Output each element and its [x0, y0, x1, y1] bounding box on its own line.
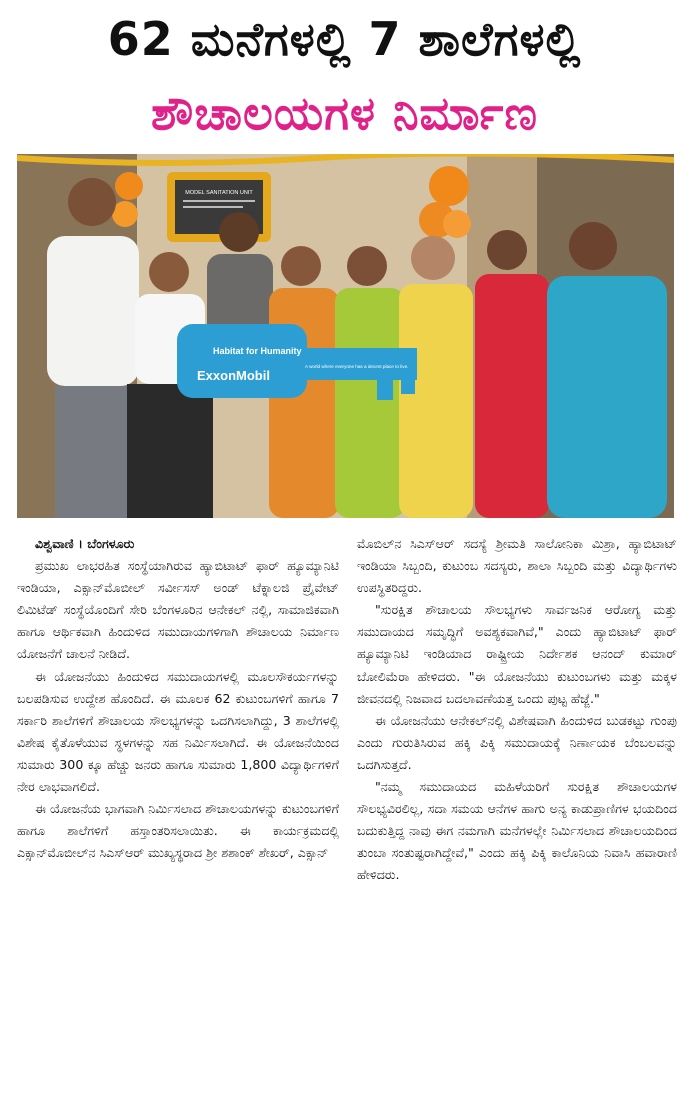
paragraph: ಪ್ರಮುಖ ಲಾಭರಹಿತ ಸಂಸ್ಥೆಯಾಗಿರುವ ಹ್ಯಾಬಿಟಾಟ್ ಫಾರ್ ಹ್ಯೂಮ್ಯಾನಿಟಿ ಇಂಡಿಯಾ, ಎಕ್ಸಾನ್‌ಮೊಬೀಲ್ ಸರ್ವೀಸಸ್ ಅಂಡ್ ಟೆಕ್ನಾಲಜಿ ಪ್ರೈವೇಟ್ ಲಿಮಿಟೆಡ್ ಸಂಸ್ಥೆಯೊಂದಿಗೆ ಸೇರಿ ಬೆಂಗಳೂರಿನ ಆನೇಕಲ್ ನಲ್ಲಿ, ಸಾಮಾಜಿಕವಾಗಿ ಹಾಗೂ ಆರ್ಥಿಕವಾಗಿ ಹಿಂದುಳಿದ ಸಮುದಾಯಗಳಿಗಾಗಿ ಶೌಚಾಲಯ ನಿರ್ಮಾಣ ಯೋಜನೆಗೆ ಚಾಲನೆ ನೀಡಿದೆ.	[17, 558, 339, 662]
dateline: ವಿಶ್ವವಾಣಿ । ಬೆಂಗಳೂರು	[35, 536, 135, 551]
balloon-icon	[115, 172, 143, 200]
key-brand-habitat: Habitat for Humanity	[213, 346, 302, 356]
balloon-icon	[429, 166, 469, 206]
article-column-right	[357, 533, 677, 887]
article-column-left	[17, 533, 339, 864]
article-body	[0, 533, 689, 1109]
paragraph: ಈ ಯೋಜನೆಯ ಭಾಗವಾಗಿ ನಿರ್ಮಿಸಲಾದ ಶೌಚಾಲಯಗಳನ್ನು ಕುಟುಂಬಗಳಿಗೆ ಹಾಗೂ ಶಾಲೆಗಳಿಗೆ ಹಸ್ತಾಂತರಿಸಲಾಯಿತು. ಈ ಕಾರ್ಯಕ್ರಮದಲ್ಲಿ ಎಕ್ಸಾನ್‌ಮೊಬೀಲ್‌ನ ಸಿಎಸ್‌ಆರ್ ಮುಖ್ಯಸ್ಥರಾದ ಶ್ರೀ ಶಶಾಂಕ್ ಶೇಖರ್, ಎಕ್ಸಾನ್	[17, 801, 339, 861]
key-tagline: A world where everyone has a decent place to live.	[305, 364, 409, 369]
paragraph: ಈ ಯೋಜನೆಯು ಆನೇಕಲ್‌ನಲ್ಲಿ ವಿಶೇಷವಾಗಿ ಹಿಂದುಳಿದ ಬುಡಕಟ್ಟು ಗುಂಪು ಎಂದು ಗುರುತಿಸಿರುವ ಹಕ್ಕಿ ಪಿಕ್ಕಿ ಸಮುದಾಯಕ್ಕೆ ನಿರ್ಣಾಯಕ ಬೆಂಬಲವನ್ನು ಒದಗಿಸುತ್ತದೆ.	[357, 712, 677, 772]
key-brand-exxonmobil: ExxonMobil	[197, 368, 270, 383]
headline-line-2: ಶೌಚಾಲಯಗಳ ನಿರ್ಮಾಣ	[151, 86, 538, 140]
paragraph: ಈ ಯೋಜನೆಯು ಹಿಂದುಳಿದ ಸಮುದಾಯಗಳಲ್ಲಿ ಮೂಲಸೌಕರ್ಯಗಳನ್ನು ಬಲಪಡಿಸುವ ಉದ್ದೇಶ ಹೊಂದಿದೆ. ಈ ಮೂಲಕ 62 ಕುಟುಂಬಗಳಿಗೆ ಹಾಗೂ 7 ಸರ್ಕಾರಿ ಶಾಲೆಗಳಿಗೆ ಶೌಚಾಲಯ ಸೌಲಭ್ಯಗಳನ್ನು ಒದಗಿಸಲಾಗಿದ್ದು, 3 ಶಾಲೆಗಳಲ್ಲಿ ವಿಶೇಷ ಕೈತೊಳೆಯುವ ಸ್ಥಳಗಳನ್ನು ಸಹ ನಿರ್ಮಿಸಲಾಗಿದೆ. ಈ ಯೋಜನೆಯಿಂದ ಸುಮಾರು 300 ಕ್ಕೂ ಹೆಚ್ಚು ಜನರು ಹಾಗೂ ಸುಮಾರು 1,800 ವಿದ್ಯಾರ್ಥಿಗಳಿಗೆ ನೇರ ಲಾಭವಾಗಲಿದೆ.	[17, 668, 339, 795]
news-photo	[17, 154, 674, 518]
paragraph: "ನಮ್ಮ ಸಮುದಾಯದ ಮಹಿಳೆಯರಿಗೆ ಸುರಕ್ಷಿತ ಶೌಚಾಲಯಗಳ ಸೌಲಭ್ಯವಿರಲಿಲ್ಲ, ಸದಾ ಸಮಯ ಆನೆಗಳ ಹಾಗು ಅನ್ಯ ಕಾಡುಪ್ರಾಣಿಗಳ ಭಯದಿಂದ ಬದುಕುತ್ತಿದ್ದ ನಾವು ಈಗ ನಮಗಾಗಿ ಮನೆಗಳಲ್ಲೇ ನಿರ್ಮಿಸಲಾದ ಶೌಚಾಲಯದಿಂದ ತುಂಬಾ ಸಂತುಷ್ಟರಾಗಿದ್ದೇವೆ," ಎಂದು ಹಕ್ಕಿ ಪಿಕ್ಕಿ ಕಾಲೊನಿಯ ನಿವಾಸಿ ಹವಾರಾಣಿ ಹೇಳಿದರು.	[357, 779, 677, 883]
poster-title: MODEL SANITATION UNIT	[185, 190, 253, 196]
paragraph: "ಸುರಕ್ಷಿತ ಶೌಚಾಲಯ ಸೌಲಭ್ಯಗಳು ಸಾರ್ವಜನಿಕ ಆರೋಗ್ಯ ಮತ್ತು ಸಮುದಾಯದ ಸಮೃದ್ಧಿಗೆ ಅವಶ್ಯಕವಾಗಿವೆ," ಎಂದು ಹ್ಯಾಬಿಟಾಟ್ ಫಾರ್ ಹ್ಯೂಮ್ಯಾನಿಟಿ ಇಂಡಿಯಾದ ರಾಷ್ಟ್ರೀಯ ನಿರ್ದೇಶಕ ಆನಂದ್ ಕುಮಾರ್ ಬೋಲಿಮೆರಾ ಹೇಳಿದರು. "ಈ ಯೋಜನೆಯು ಕುಟುಂಬಗಳು ಮತ್ತು ಮಕ್ಕಳ ಜೀವನದಲ್ಲಿ ನಿಜವಾದ ಬದಲಾವಣೆಯತ್ತ ಒಂದು ಪುಟ್ಟ ಹೆಜ್ಜೆ."	[357, 602, 677, 706]
headline-line-1: 62 ಮನೆಗಳಲ್ಲಿ 7 ಶಾಲೆಗಳಲ್ಲಿ	[107, 12, 582, 66]
paragraph: ಮೊಬಿಲ್‌ನ ಸಿಎಸ್‌ಆರ್ ಸದಸ್ಯೆ ಶ್ರೀಮತಿ ಸಾಲೋನಿಕಾ ಮಿಶ್ರಾ, ಹ್ಯಾಬಿಟಾಟ್ ಇಂಡಿಯಾ ಸಿಬ್ಬಂದಿ, ಕುಟುಂಬ ಸದಸ್ಯರು, ಶಾಲಾ ಸಿಬ್ಬಂದಿ ಮತ್ತು ವಿದ್ಯಾರ್ಥಿಗಳು ಉಪಸ್ಥಿತರಿದ್ದರು.	[357, 536, 677, 596]
